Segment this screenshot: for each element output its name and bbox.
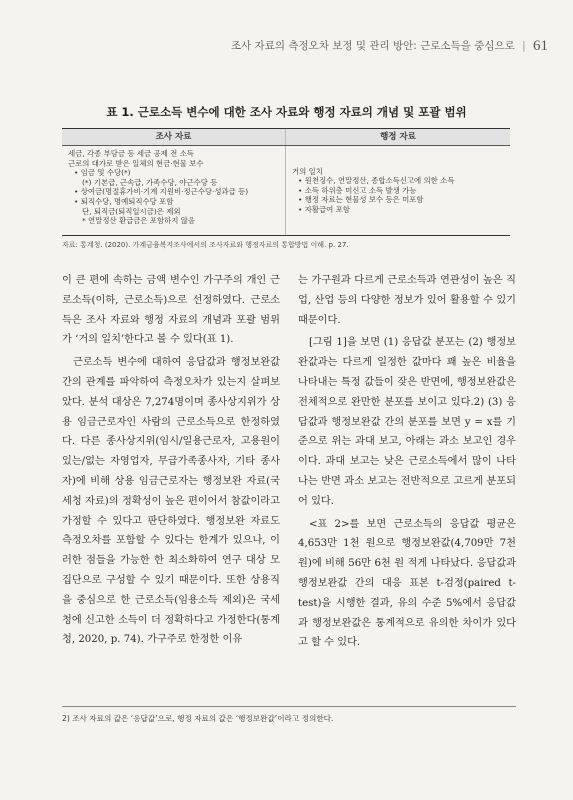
body-column-left — [62, 271, 280, 653]
table-line: 단, 퇴직금(퇴직일시금)은 제외 — [82, 206, 181, 216]
table-line: 거의 일치 — [292, 166, 323, 176]
table-line: 근로의 대가로 받은 일체의 현금·현물 보수 — [68, 158, 204, 168]
header-separator: | — [522, 40, 526, 52]
table-source: 자료: 통계청. (2020). 가계금융복지조사에서의 조사자료와 행정자료의 통합방법 이해. p. 27. — [62, 241, 349, 249]
body-column-right — [298, 271, 516, 653]
running-title: 조사 자료의 측정오차 보정 및 관리 방안: 근로소득을 중심으로 — [230, 40, 515, 52]
table-line: * 연말정산 환급금은 포함하지 않음 — [82, 216, 196, 226]
table-line: • 상여금(명절휴가비·기계 지원비·정근수당·성과급 등) — [74, 187, 249, 197]
table-line: • 임금 및 수당(*) — [74, 168, 131, 178]
table-header-row — [62, 129, 510, 146]
footnote-divider — [62, 706, 516, 707]
table-body-row — [62, 146, 510, 235]
body-text — [62, 271, 516, 653]
page-number: 61 — [533, 38, 548, 54]
table-line: • 소득 하위층 미신고 소득 발생 가능 — [298, 185, 417, 195]
table-line: • 행정 자료는 현물성 보수 등은 미포함 — [298, 195, 424, 205]
table-line: (*) 기본급, 근속급, 가족수당, 야근수당 등 — [82, 177, 218, 187]
body-paragraph: 는 가구원과 다르게 근로소득과 연관성이 높은 직업, 산업 등의 다양한 정보가 있어 활용할 수 있기 때문이다. — [298, 275, 516, 326]
footnote: 2) 조사 자료의 값은 ‘응답값’으로, 행정 자료의 값은 ‘행정보완값’이라고 정의한다. — [62, 714, 334, 723]
table-header-admin: 행정 자료 — [380, 132, 416, 142]
running-header — [0, 38, 548, 55]
body-paragraph: 이 큰 편에 속하는 금액 변수인 가구주의 개인 근로소득(이하, 근로소득)으로 선정하였다. 근로소득은 조사 자료와 행정 자료의 개념과 포괄 범위가 ‘거의 일치’한다고 볼 수 있다(표 1). — [62, 275, 280, 346]
admin-data-cell — [286, 146, 510, 235]
comparison-table — [62, 128, 510, 236]
body-paragraph: <표 2>를 보면 근로소득의 응답값 평균은 4,653만 1천 원으로 행정보완값(4,709만 7천 원)에 비해 56만 6천 원 적게 나타났다. 응답값과 행정보완값 간의 대응 표본 t-검정(paired t- test)을 시행한 결과, 유의 수준 5%에서 응답값과 행정보완값은 통계적으로 유의한 차이가 있다고 할 수 있다. — [298, 518, 516, 649]
table-line: • 자활급여 포함 — [298, 204, 350, 214]
table-line: 세금, 각종 부담금 등 세금 공제 전 소득 — [68, 149, 194, 158]
survey-data-cell — [62, 146, 286, 235]
table-title: 표 1. 근로소득 변수에 대한 조사 자료와 행정 자료의 개념 및 포괄 범위 — [106, 105, 467, 119]
table-header-survey: 조사 자료 — [62, 129, 286, 145]
table-line: • 원천징수, 연말정산, 종합소득신고에 의한 소득 — [298, 176, 455, 186]
body-paragraph: 근로소득 변수에 대하여 응답값과 행정보완값 간의 관계를 파악하여 측정오차가 있는지 살펴보았다. 분석 대상은 7,274명이며 종사상지위가 상용 임금근로자인 사람의 근로소득으로 한정하였다. 다른 종사상지위(임시/일용근로자, 고용원이 있는/없는 자영업자, 무급가족종사자, 기타 종사자)에 비해 상용 임금근로자는 행정보완 자료(국세청 자료)의 정확성이 높은 편이어서 참값이라고 가정할 수 있다고 판단하였다. 행정보완 자료도 측정오차를 포함할 수 있다는 한계가 있으나, 이러한 점들을 가능한 한 최소화하여 연구 대상 모집단으로 구성할 수 있기 때문이다. 또한 상용직을 중심으로 한 근로소득(임용소득 제외)은 국세청에 신고한 소득이 더 정확하다고 가정한다(통계청, 2020, p. 74). 가구주로 한정한 이유 — [62, 357, 280, 646]
table-line: • 퇴직수당, 명예퇴직수당 포함 — [74, 196, 174, 206]
body-paragraph: [그림 1]을 보면 (1) 응답값 분포는 (2) 행정보완값과는 다르게 일정한 값마다 꽤 높은 비율을 나타내는 특정 값들이 잦은 반면에, 행정보완값은 전체적으로 완만한 분포를 보이고 있다.2) (3) 응답값과 행정보완값 간의 분포를 보면 y = x를 기준으로 위는 과대 보고, 아래는 과소 보고인 경우이다. 과대 보고는 낮은 근로소득에서 많이 나타나는 반면 과소 보고는 전반적으로 고르게 분포되어 있다. — [298, 337, 516, 507]
